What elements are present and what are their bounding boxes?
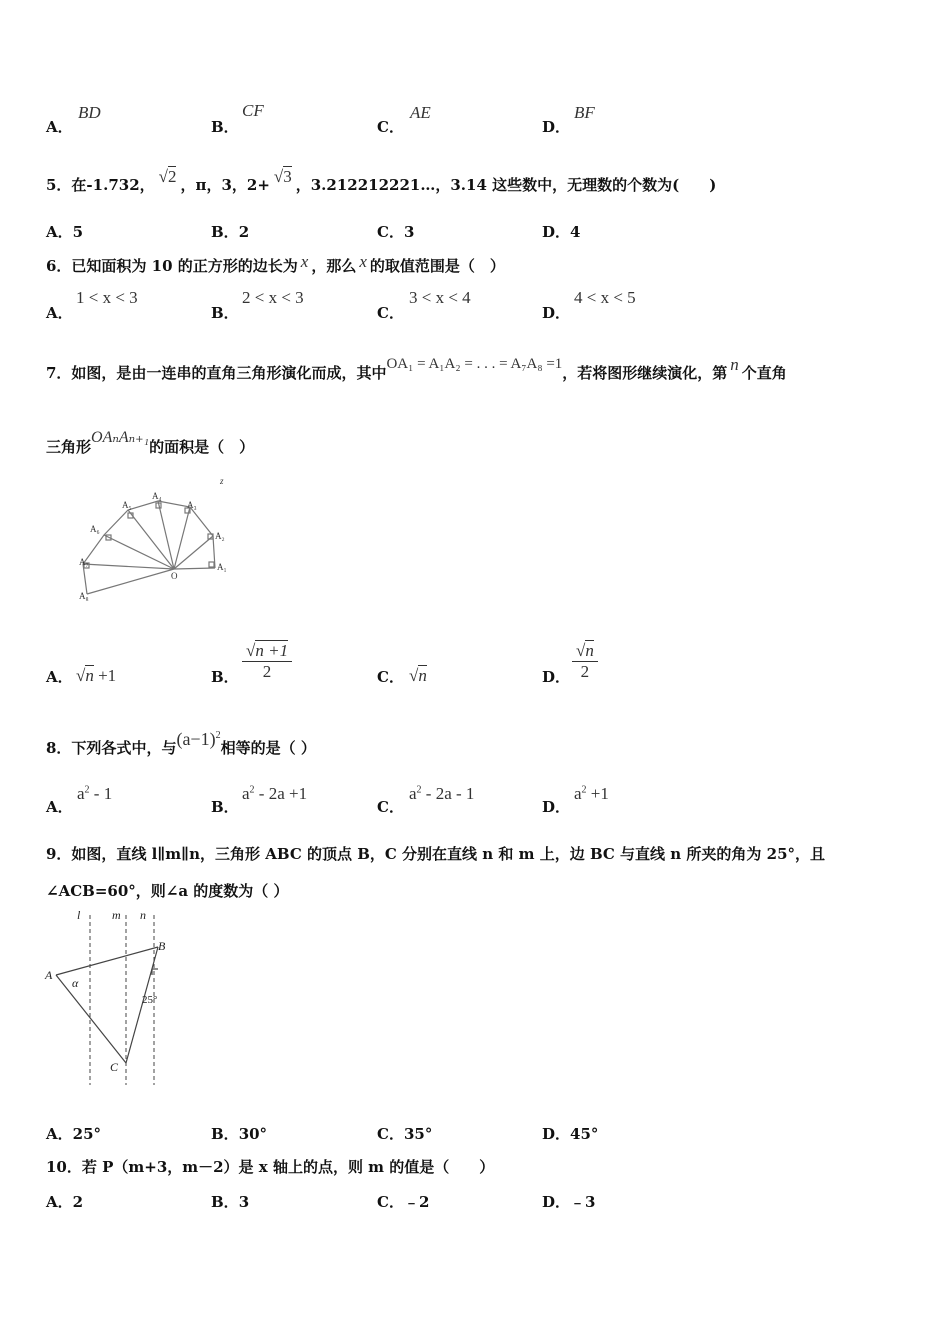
q10-option-d: D．﹣3: [542, 1193, 596, 1211]
q5-option-c: C．3: [377, 223, 415, 241]
q10-option-b: B．3: [211, 1193, 250, 1211]
q9-option-c: C．35°: [377, 1125, 433, 1143]
q7-option-c-label: C．: [377, 668, 404, 686]
q7-option-d-label: D．: [542, 668, 571, 686]
q6-option-b-value: 2 < x < 3: [242, 288, 304, 307]
q9-fig-label-b: B: [158, 939, 166, 953]
q7-fig-stray-mark: z: [220, 476, 224, 486]
q9-option-a: A．25°: [46, 1125, 102, 1143]
q4-option-a-label: A．: [46, 118, 73, 136]
q7-spiral-figure: [70, 470, 250, 610]
q6-stem: 6．已知面积为 10 的正方形的边长为 x ，那么 x 的取值范围是（ ）: [46, 252, 505, 275]
q9-stem-line1: 9．如图，直线 l∥m∥n，三角形 ABC 的顶点 B，C 分别在直线 n 和 m 上，边 BC 与直线 n 所夹的角为 25°，且: [46, 845, 826, 863]
q9-option-b: B．30°: [211, 1125, 268, 1143]
q9-parallel-lines-figure: [40, 905, 180, 1090]
q9-stem-line2: ∠ACB=60°，则∠a 的度数为（ ）: [46, 882, 289, 900]
q4-option-b-value: CF: [242, 101, 264, 120]
q7-option-d-value: $\frac{√n}{2}$: [572, 641, 598, 682]
q6-option-d-label: D．: [542, 304, 571, 322]
q8-option-d-value: $a^2 +1$: [574, 784, 609, 803]
q7-option-b-label: B．: [211, 668, 239, 686]
q8-option-a-value: $a^2 - 1$: [77, 784, 113, 803]
q5-option-d: D．4: [542, 223, 581, 241]
q9-fig-label-angle: 25°: [142, 994, 158, 1006]
q7-option-c-value: √n: [409, 666, 427, 685]
q5-sqrt3: 3: [283, 167, 292, 186]
q8-expression: $(a-1)^2$: [176, 729, 221, 749]
q9-fig-label-alpha: α: [72, 976, 79, 990]
q9-fig-label-a: A: [45, 968, 53, 982]
q7-stem-line2: 三角形OAₙAₙ₊₁的面积是（ ）: [46, 429, 255, 456]
q7-fig-label-o: O: [171, 571, 178, 581]
q7-formula: OA₁ = A₁A₂ = . . . = A₇A₈ =1: [386, 356, 563, 372]
q7-option-b-value: $\frac{√n +1}{2}$: [242, 641, 292, 682]
q10-option-a: A．2: [46, 1193, 84, 1211]
q9-option-d: D．45°: [542, 1125, 599, 1143]
q6-option-b-label: B．: [211, 304, 239, 322]
q7-fig-label-a2: A₂: [215, 531, 225, 541]
q7-fig-label-a5: A₅: [122, 500, 132, 510]
q8-option-b-label: B．: [211, 798, 239, 816]
q8-option-c-value: $a^2 - 2a - 1$: [409, 784, 475, 803]
q8-option-a-label: A．: [46, 798, 73, 816]
q9-fig-label-m: m: [112, 908, 121, 922]
q7-stem-line1: 7．如图，是由一连串的直角三角形演化而成，其中OA₁ = A₁A₂ = . . . = A₇A₈ =1，若将图形继续演化，第 n 个直角: [46, 355, 787, 382]
q7-fig-label-a8: A₈: [79, 591, 89, 601]
q7-option-a-label: A．: [46, 668, 73, 686]
q7-fig-label-a1: A₁: [217, 562, 227, 572]
q8-stem: 8．下列各式中，与$(a-1)^2$相等的是（ ）: [46, 729, 316, 757]
q4-option-c-value: AE: [410, 103, 431, 122]
q4-option-a-value: BD: [78, 103, 101, 122]
q6-option-c-value: 3 < x < 4: [409, 288, 471, 307]
q10-stem: 10．若 P（m+3，m－2）是 x 轴上的点，则 m 的值是（ ）: [46, 1158, 495, 1176]
q10-option-c: C．﹣2: [377, 1193, 430, 1211]
q4-option-d-label: D．: [542, 118, 571, 136]
q6-var-x: x: [300, 252, 309, 271]
q5-sqrt2: 2: [167, 167, 177, 186]
q5-option-b: B．2: [211, 223, 250, 241]
q8-option-c-label: C．: [377, 798, 404, 816]
q9-fig-label-c: C: [110, 1060, 119, 1074]
q4-option-d-value: BF: [574, 103, 595, 122]
q7-option-a-value: √n +1: [76, 666, 117, 685]
q4-option-b-label: B．: [211, 118, 239, 136]
q7-fig-label-a7: A₇: [79, 557, 89, 567]
q5-stem: 5．在-1.732， √2 ，π，3，2+ √3 ，3.212212221…，3.14 这些数中，无理数的个数为( ): [46, 167, 717, 194]
q8-option-b-value: $a^2 - 2a +1$: [242, 784, 308, 803]
q6-option-a-label: A．: [46, 304, 73, 322]
q7-fig-label-a3: A₃: [187, 500, 197, 510]
q7-fig-label-a4: A₄: [152, 491, 162, 501]
q7-n: n: [730, 355, 739, 374]
q9-fig-label-l: l: [77, 908, 81, 922]
q5-option-a: A．5: [46, 223, 84, 241]
q6-option-a-value: 1 < x < 3: [76, 288, 138, 307]
q6-option-d-value: 4 < x < 5: [574, 288, 636, 307]
q6-option-c-label: C．: [377, 304, 404, 322]
q7-fig-label-a6: A₆: [90, 524, 100, 534]
q7-formula2: OAₙAₙ₊₁: [91, 429, 150, 446]
q4-option-c-label: C．: [377, 118, 404, 136]
q8-option-d-label: D．: [542, 798, 571, 816]
q9-fig-label-n: n: [140, 908, 146, 922]
